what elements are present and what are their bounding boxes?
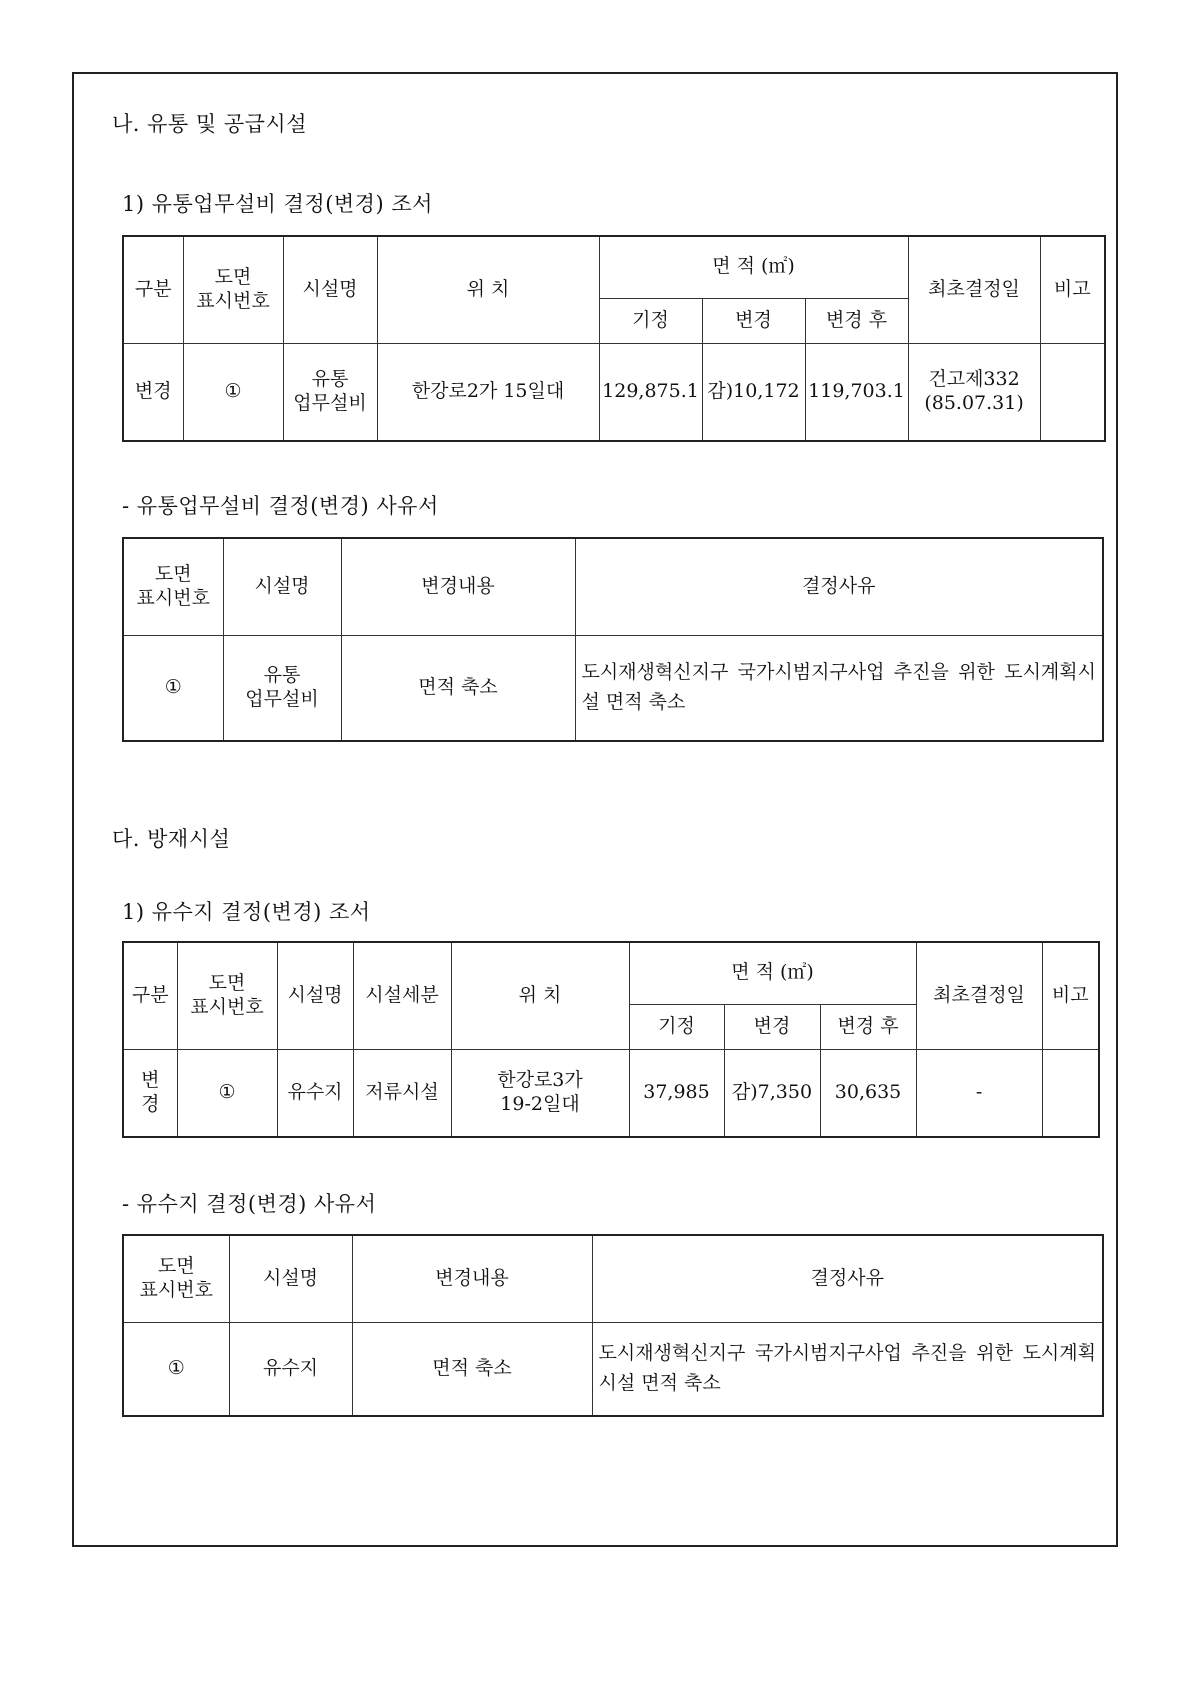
cell-map-number: ① (177, 1049, 277, 1137)
cell-map-number: ① (123, 635, 223, 741)
header-area-after: 변경 후 (805, 298, 908, 343)
cell-area-after: 30,635 (820, 1049, 916, 1137)
header-facility-name: 시설명 (277, 942, 353, 1049)
table-row (123, 343, 1105, 441)
header-area: 면 적 (㎡) (629, 942, 916, 1004)
distribution-reason-table (122, 537, 1104, 742)
cell-area-change: 감)7,350 (724, 1049, 820, 1137)
header-area: 면 적 (㎡) (599, 236, 908, 298)
table-row (123, 1049, 1099, 1137)
header-first-decision-date: 최초결정일 (908, 236, 1040, 343)
cell-location: 한강로2가 15일대 (377, 343, 599, 441)
header-first-decision-date: 최초결정일 (916, 942, 1042, 1049)
cell-first-decision-date: - (916, 1049, 1042, 1137)
section-heading-disaster-prevention: 다. 방재시설 (112, 827, 231, 851)
distribution-decision-table (122, 235, 1106, 442)
header-remarks: 비고 (1040, 236, 1105, 343)
header-facility-name: 시설명 (223, 538, 341, 635)
header-location: 위 치 (451, 942, 629, 1049)
header-map-number: 도면 표시번호 (177, 942, 277, 1049)
header-map-number: 도면 표시번호 (183, 236, 283, 343)
header-area-existing: 기정 (629, 1004, 724, 1049)
header-facility-name: 시설명 (229, 1235, 352, 1322)
table-row (123, 1322, 1103, 1416)
retention-reason-table (122, 1234, 1104, 1417)
header-area-existing: 기정 (599, 298, 702, 343)
header-location: 위 치 (377, 236, 599, 343)
table-title-distribution-reason: - 유통업무설비 결정(변경) 사유서 (122, 494, 439, 518)
header-division: 구분 (123, 942, 177, 1049)
section-heading-distribution: 나. 유통 및 공급시설 (112, 112, 307, 136)
cell-remarks (1042, 1049, 1099, 1137)
cell-facility-name: 유통 업무설비 (283, 343, 377, 441)
cell-first-decision-date: 건고제332 (85.07.31) (908, 343, 1040, 441)
cell-map-number: ① (183, 343, 283, 441)
cell-area-existing: 129,875.1 (599, 343, 702, 441)
cell-decision-reason: 도시재생혁신지구 국가시범지구사업 추진을 위한 도시계획시설 면적 축소 (575, 635, 1103, 741)
cell-change-content: 면적 축소 (341, 635, 575, 741)
cell-area-existing: 37,985 (629, 1049, 724, 1137)
table-title-retention-reason: - 유수지 결정(변경) 사유서 (122, 1192, 377, 1216)
cell-decision-reason: 도시재생혁신지구 국가시범지구사업 추진을 위한 도시계획시설 면적 축소 (592, 1322, 1103, 1416)
cell-change-content: 면적 축소 (352, 1322, 592, 1416)
header-map-number: 도면 표시번호 (123, 1235, 229, 1322)
cell-remarks (1040, 343, 1105, 441)
header-area-change: 변경 (724, 1004, 820, 1049)
header-facility-detail: 시설세분 (353, 942, 451, 1049)
cell-area-after: 119,703.1 (805, 343, 908, 441)
header-division: 구분 (123, 236, 183, 343)
header-area-after: 변경 후 (820, 1004, 916, 1049)
retention-decision-table (122, 941, 1100, 1138)
cell-location: 한강로3가 19-2일대 (451, 1049, 629, 1137)
header-decision-reason: 결정사유 (592, 1235, 1103, 1322)
header-map-number: 도면 표시번호 (123, 538, 223, 635)
header-facility-name: 시설명 (283, 236, 377, 343)
header-change-content: 변경내용 (341, 538, 575, 635)
table-row (123, 635, 1103, 741)
cell-division: 변경 (123, 343, 183, 441)
table-title-distribution-decision: 1) 유통업무설비 결정(변경) 조서 (122, 192, 433, 216)
cell-division: 변 경 (123, 1049, 177, 1137)
cell-area-change: 감)10,172 (702, 343, 805, 441)
header-change-content: 변경내용 (352, 1235, 592, 1322)
cell-facility-name: 유통 업무설비 (223, 635, 341, 741)
table-title-retention-decision: 1) 유수지 결정(변경) 조서 (122, 900, 371, 924)
header-decision-reason: 결정사유 (575, 538, 1103, 635)
cell-facility-name: 유수지 (229, 1322, 352, 1416)
cell-facility-detail: 저류시설 (353, 1049, 451, 1137)
header-area-change: 변경 (702, 298, 805, 343)
cell-map-number: ① (123, 1322, 229, 1416)
cell-facility-name: 유수지 (277, 1049, 353, 1137)
header-remarks: 비고 (1042, 942, 1099, 1049)
